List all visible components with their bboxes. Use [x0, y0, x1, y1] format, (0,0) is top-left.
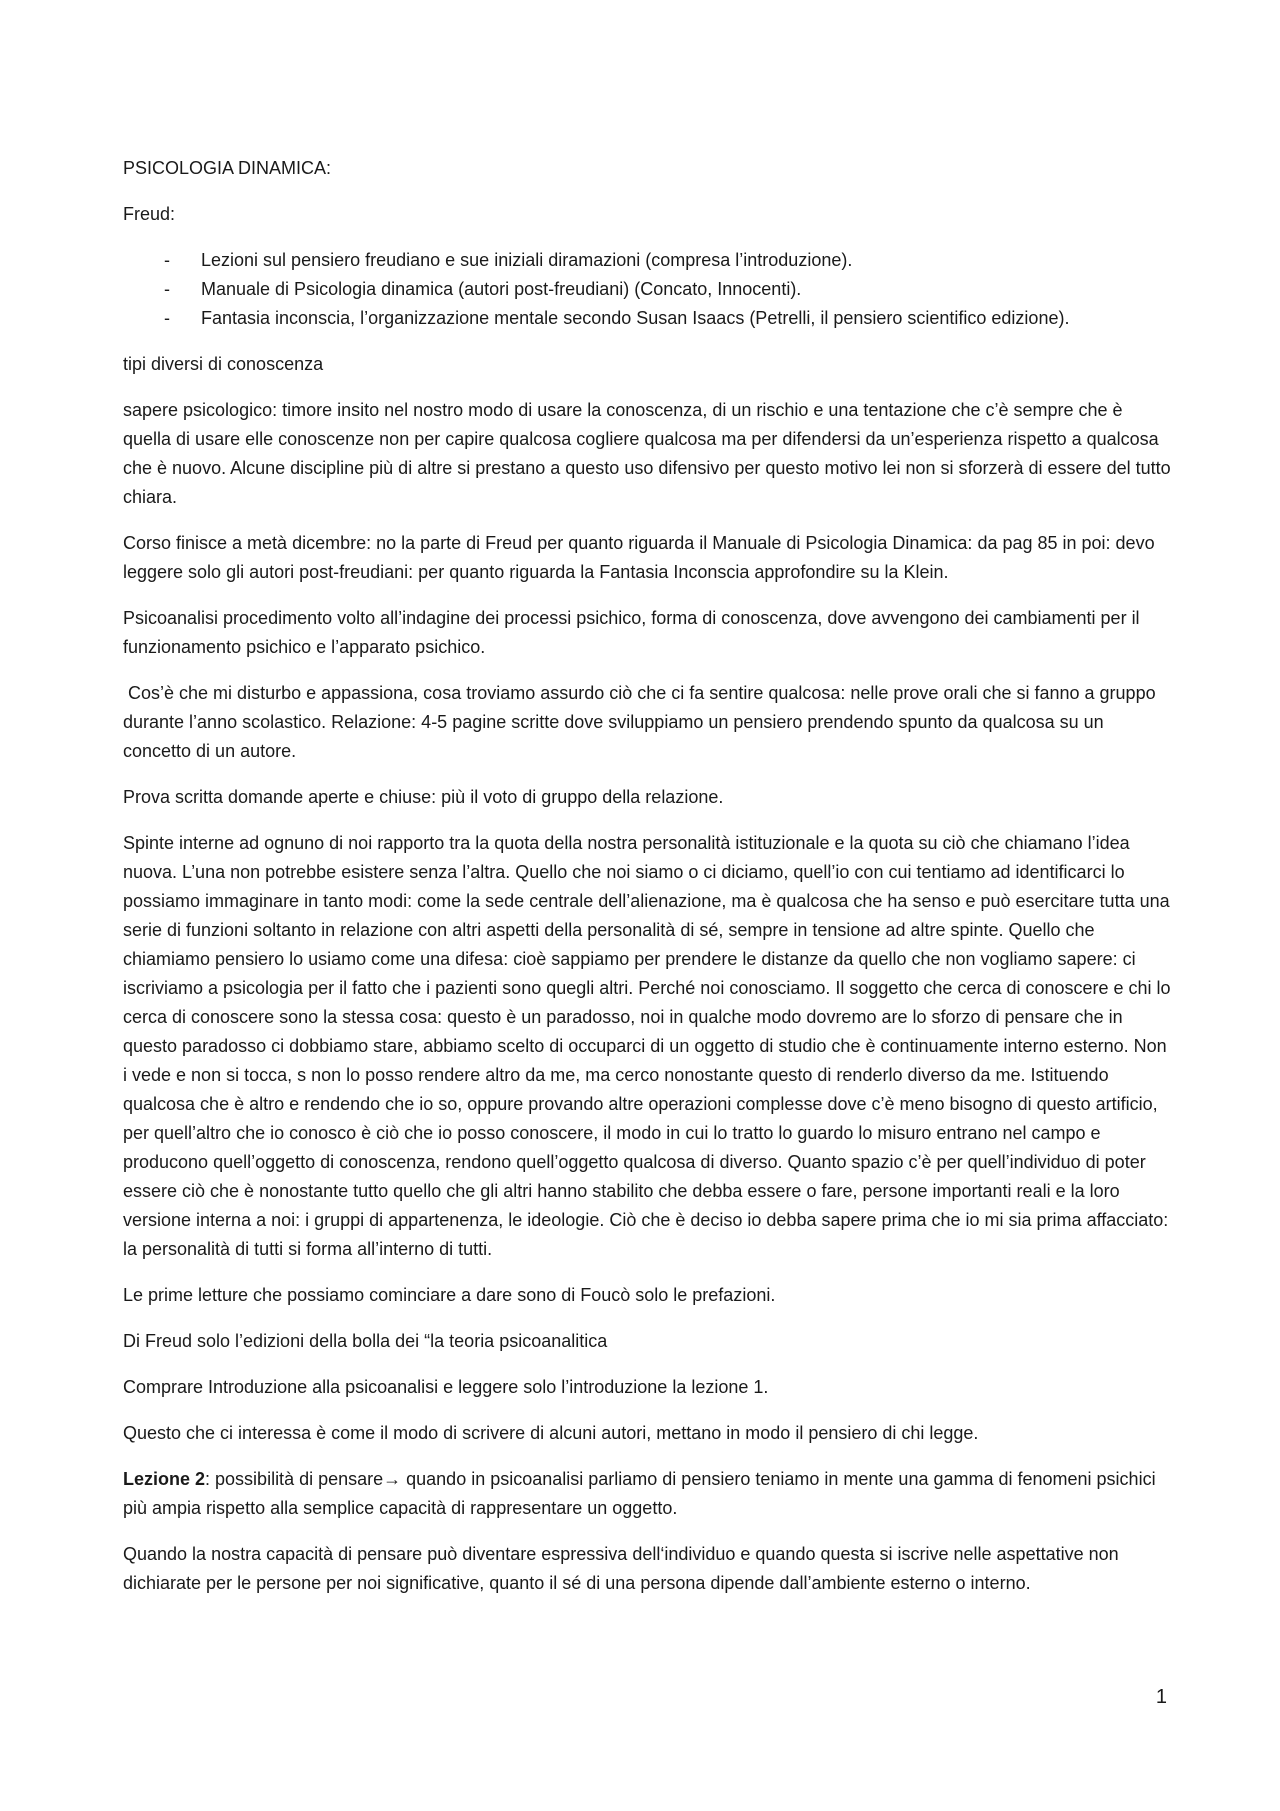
list-item — [123, 304, 1173, 333]
document-title: PSICOLOGIA DINAMICA: — [123, 158, 332, 178]
reading-list — [123, 246, 1173, 333]
list-item-text: Lezioni sul pensiero freudiano e sue iniziali diramazioni (compresa l’introduzione). — [201, 250, 853, 270]
page-number: 1 — [1155, 1686, 1167, 1708]
arrow-right-icon: → — [383, 1469, 402, 1489]
paragraph: Spinte interne ad ognuno di noi rapporto tra la quota della nostra personalità istituzionale e la quota su ciò che chiamano l’idea nuova. L’una non potrebbe esistere senza l’altra. Quello che noi siamo o ci diciamo, quell’io con cui tentiamo ad identificarci lo possiamo immaginare in tanto modi: come la sede centrale dell’alienazione, ma è qualcosa che ha senso e può esercitare tutta una serie di funzioni soltanto in relazione con altri aspetti della personalità di sé, sempre in tensione ad altre spinte. Quello che chiamiamo pensiero lo usiamo come una difesa: cioè sappiamo per prendere le distanze da quello che non vogliamo sapere: ci iscriviamo a psicologia per il fatto che i pazienti sono quegli altri. Perché noi conosciamo. Il soggetto che cerca di conoscere e chi lo cerca di conoscere sono la stessa cosa: questo è un paradosso, noi in qualche modo dovremo are lo sforzo di pensare che in questo paradosso ci dobbiamo stare, abbiamo scelto di occuparci di un oggetto di studio che è continuamente interno esterno. Non i vede e non si tocca, s non lo posso rendere altro da me, ma cerco nonostante questo di renderlo diverso da me. Istituendo qualcosa che è altro e rendendo che io so, oppure provando altre operazioni complesse dove c’è meno bisogno di questo artificio, per quell’altro che io conosco è ciò che io posso conoscere, il modo in cui lo tratto lo guardo lo misuro entrano nel campo e producono quell’oggetto di conoscenza, rendono quell’oggetto qualcosa di diverso. Quanto spazio c’è per quell’individuo di poter essere ciò che è nonostante tutto quello che gli altri hanno stabilito che debba essere o fare, persone importanti reali e la loro versione interna a noi: i gruppi di appartenenza, le ideologie. Ciò che è deciso io debba sapere prima che io mi sia prima affacciato: la personalità di tutti si forma all’interno di tutti. — [123, 833, 1171, 1259]
paragraph: Le prime letture che possiamo cominciare a dare sono di Foucò solo le prefazioni. — [123, 1285, 776, 1305]
section-heading-freud: Freud: — [123, 204, 176, 224]
paragraph: Cos’è che mi disturbo e appassiona, cosa troviamo assurdo ciò che ci fa sentire qualcosa: nelle prove orali che si fanno a gruppo durante l’anno scolastico. Relazione: 4-5 pagine scritte dove sviluppiamo un pensiero prendendo spunto da qualcosa su un concetto di un autore. — [123, 683, 1161, 761]
list-item-text: Fantasia inconscia, l’organizzazione mentale secondo Susan Isaacs (Petrelli, il pensiero scientifico edizione). — [201, 308, 1070, 328]
closing-paragraph: Quando la nostra capacità di pensare può diventare espressiva dell‘individuo e quando questa si iscrive nelle aspettative non dichiarate per le persone per noi significative, quanto il sé di una persona dipende dall’ambiente esterno o interno. — [123, 1544, 1119, 1593]
paragraph: Psicoanalisi procedimento volto all’indagine dei processi psichico, forma di conoscenza, dove avvengono dei cambiamenti per il funzionamento psichico e l’apparato psichico. — [123, 608, 1140, 657]
lesson-text-before: : possibilità di pensare — [205, 1469, 384, 1489]
lesson-label: Lezione 2 — [123, 1469, 206, 1489]
lesson-2-paragraph — [123, 1465, 1173, 1523]
lesson-text-after: quando in psicoanalisi parliamo di pensiero teniamo in mente una gamma di fenomeni psichici più ampia rispetto alla semplice capacità di rappresentare un oggetto. — [123, 1469, 1161, 1518]
list-item — [123, 246, 1173, 275]
document-body — [123, 154, 1173, 1615]
paragraph: Prova scritta domande aperte e chiuse: più il voto di gruppo della relazione. — [123, 787, 724, 807]
list-item-text: Manuale di Psicologia dinamica (autori post-freudiani) (Concato, Innocenti). — [201, 279, 802, 299]
paragraph: Questo che ci interessa è come il modo di scrivere di alcuni autori, mettano in modo il pensiero di chi legge. — [123, 1423, 979, 1443]
paragraph: sapere psicologico: timore insito nel nostro modo di usare la conoscenza, di un rischio e una tentazione che c’è sempre che è quella di usare elle conoscenze non per capire qualcosa cogliere qualcosa ma per difendersi da un’esperienza rispetto a qualcosa che è nuovo. Alcune discipline più di altre si prestano a questo uso difensivo per questo motivo lei non si sforzerà di essere del tutto chiara. — [123, 400, 1171, 507]
list-dash: - — [164, 279, 170, 299]
paragraph: tipi diversi di conoscenza — [123, 354, 324, 374]
paragraph: Di Freud solo l’edizioni della bolla dei “la teoria psicoanalitica — [123, 1331, 608, 1351]
list-item — [123, 275, 1173, 304]
paragraph: Comprare Introduzione alla psicoanalisi e leggere solo l’introduzione la lezione 1. — [123, 1377, 769, 1397]
paragraph: Corso finisce a metà dicembre: no la parte di Freud per quanto riguarda il Manuale di Psicologia Dinamica: da pag 85 in poi: devo leggere solo gli autori post-freudiani: per quanto riguarda la Fantasia Inconscia approfondire su la Klein. — [123, 533, 1155, 582]
list-dash: - — [164, 250, 170, 270]
list-dash: - — [164, 308, 170, 328]
